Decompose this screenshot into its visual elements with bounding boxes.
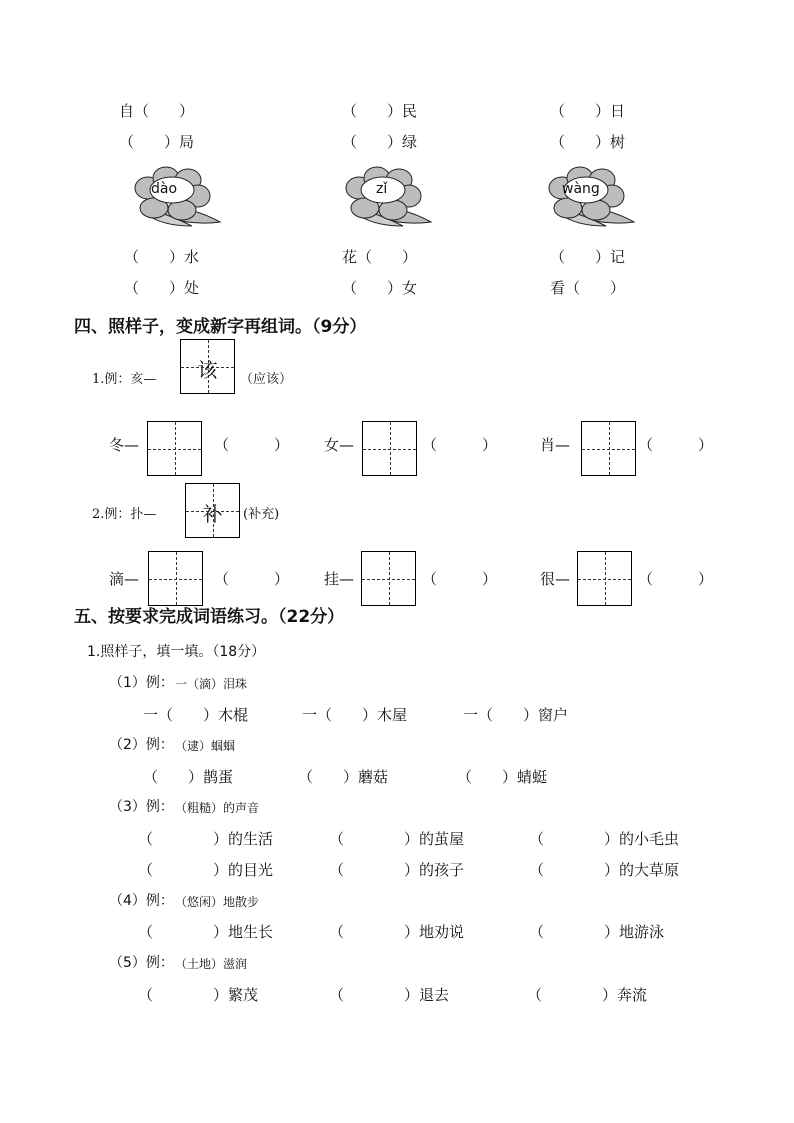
- char-grid-example: [185, 483, 240, 538]
- radical-label: 冬—: [109, 436, 140, 454]
- q3-blank-1[interactable]: （ ）的生活: [138, 830, 274, 848]
- example-2-label: 2.例：扑—: [92, 507, 157, 522]
- blank-12[interactable]: 看（ ）: [550, 279, 626, 297]
- q5-blank-2[interactable]: （ ）退去: [329, 986, 450, 1004]
- char-grid[interactable]: [148, 551, 203, 606]
- q3-blank-2[interactable]: （ ）的茧屋: [329, 830, 465, 848]
- word-blank[interactable]: （ ）: [422, 570, 498, 588]
- pinyin-label: dào: [151, 181, 178, 197]
- blank-11[interactable]: （ ）女: [342, 279, 418, 297]
- example-1-word: （应该）: [240, 372, 293, 387]
- example-char: 该: [197, 358, 218, 382]
- q4-blank-1[interactable]: （ ）地生长: [138, 923, 274, 941]
- q1-blank-3[interactable]: 一（ ）窗户: [463, 706, 569, 724]
- flower-illustration: [343, 166, 435, 228]
- example-1-label: 1.例：亥—: [92, 372, 157, 387]
- radical-label: 很—: [540, 570, 571, 588]
- pinyin-label: zǐ: [376, 181, 388, 197]
- char-grid-example: [180, 339, 235, 394]
- radical-label: 挂—: [324, 570, 355, 588]
- q2-blank-1[interactable]: （ ）鹊蛋: [143, 768, 234, 786]
- q3-example: （粗糙）的声音: [175, 801, 260, 815]
- char-grid[interactable]: [577, 551, 632, 606]
- word-blank[interactable]: （ ）: [638, 436, 714, 454]
- example-char: 补: [202, 502, 223, 526]
- q5-blank-1[interactable]: （ ）繁茂: [138, 986, 259, 1004]
- q3-blank-4[interactable]: （ ）的目光: [138, 861, 274, 879]
- section-5-title: 五、按要求完成词语练习。（22分）: [74, 607, 345, 627]
- char-grid[interactable]: [147, 421, 202, 476]
- flower-illustration: [132, 166, 224, 228]
- q5-label: （5）例：: [109, 955, 174, 971]
- char-grid[interactable]: [581, 421, 636, 476]
- blank-6[interactable]: （ ）树: [550, 133, 626, 151]
- subsection-1-title: 1.照样子，填一填。（18分）: [87, 644, 266, 660]
- q4-blank-2[interactable]: （ ）地劝说: [329, 923, 465, 941]
- q2-blank-3[interactable]: （ ）蜻蜓: [457, 768, 548, 786]
- word-blank[interactable]: （ ）: [214, 570, 290, 588]
- q3-label: （3）例：: [109, 799, 174, 815]
- char-grid[interactable]: [362, 421, 417, 476]
- q1-example: 一（滴）泪珠: [175, 677, 248, 691]
- blank-8[interactable]: 花（ ）: [342, 248, 418, 266]
- q2-blank-2[interactable]: （ ）蘑菇: [298, 768, 389, 786]
- word-blank[interactable]: （ ）: [422, 436, 498, 454]
- radical-label: 女—: [324, 436, 355, 454]
- blank-7[interactable]: （ ）水: [124, 248, 200, 266]
- q5-example: （土地）滋润: [175, 957, 248, 971]
- radical-label: 滴—: [109, 570, 140, 588]
- word-blank[interactable]: （ ）: [214, 436, 290, 454]
- q3-blank-6[interactable]: （ ）的大草原: [529, 861, 680, 879]
- q2-example: （逮）蝈蝈: [175, 739, 236, 753]
- blank-3[interactable]: （ ）日: [550, 102, 626, 120]
- blank-10[interactable]: （ ）处: [124, 279, 200, 297]
- q1-blank-1[interactable]: 一（ ）木棍: [143, 706, 249, 724]
- q3-blank-5[interactable]: （ ）的孩子: [329, 861, 465, 879]
- q2-label: （2）例：: [109, 737, 174, 753]
- section-4-title: 四、照样子，变成新字再组词。（9分）: [74, 317, 367, 337]
- char-grid[interactable]: [361, 551, 416, 606]
- q4-example: （悠闲）地散步: [175, 895, 260, 909]
- blank-1[interactable]: 自（ ）: [119, 102, 195, 120]
- pinyin-label: wàng: [562, 181, 600, 197]
- q4-blank-3[interactable]: （ ）地游泳: [529, 923, 665, 941]
- example-2-word: (补充): [243, 507, 280, 522]
- radical-label: 肖—: [540, 436, 571, 454]
- blank-4[interactable]: （ ）局: [119, 133, 195, 151]
- q3-blank-3[interactable]: （ ）的小毛虫: [529, 830, 680, 848]
- blank-9[interactable]: （ ）记: [550, 248, 626, 266]
- flower-illustration: [546, 166, 638, 228]
- word-blank[interactable]: （ ）: [638, 570, 714, 588]
- q5-blank-3[interactable]: （ ）奔流: [527, 986, 648, 1004]
- q4-label: （4）例：: [109, 893, 174, 909]
- q1-blank-2[interactable]: 一（ ）木屋: [302, 706, 408, 724]
- blank-5[interactable]: （ ）绿: [342, 133, 418, 151]
- blank-2[interactable]: （ ）民: [342, 102, 418, 120]
- q1-label: （1）例：: [109, 675, 174, 691]
